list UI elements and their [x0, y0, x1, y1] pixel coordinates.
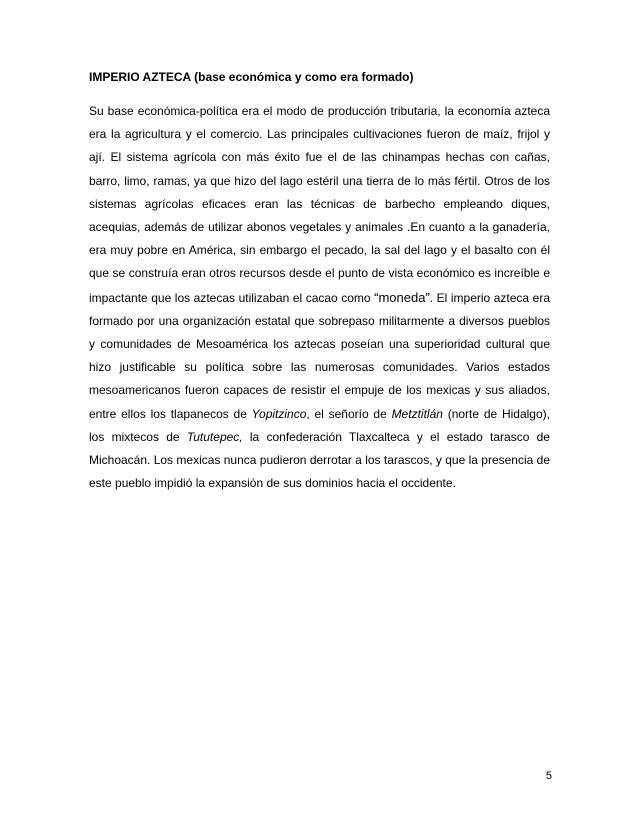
paragraph-text-part-1: Su base económica-política era el modo de producción tributaria, la economía azteca era la agricultura y el comercio. Las principales cultivaciones fueron de maíz, frijol y ají. El sistema agrícola con más éxito fue el de las chinampas hechas con cañas, barro, limo, ramas, ya que hizo del lago estéril una tierra de lo más fértil. Otros de los sistemas agrícolas eficaces eran las técnicas de barbecho empleando diques, acequias, además de utilizar abonos vegetales y animales .En cuanto a la ganadería, era muy pobre en América, sin embargo el pecado, la sal del lago y el basalto con él que se construía eran otros recursos desde el punto de vista económico es increíble e impactante que los aztecas utilizaban el cacao como — [89, 104, 550, 305]
paragraph-text-part-5: la confederación Tlaxcalteca y el estado tarasco de Michoacán. Los mexicas nunca pudieron derrotar a los tarascos, y que la presencia de este pueblo impidió la expansión de sus dominios hacia el occidente. — [89, 429, 550, 491]
place-name-metztitlan: Metztitlán — [391, 406, 443, 421]
place-name-tututepec: Tututepec, — [186, 429, 243, 444]
paragraph-text-part-4: (norte de Hidalgo), los mixtecos de — [89, 406, 550, 444]
body-paragraph — [89, 100, 550, 495]
section-title: IMPERIO AZTECA (base económica y como era formado) — [89, 70, 414, 84]
page-number: 5 — [545, 770, 552, 782]
paragraph-text-part-2: . El imperio azteca era formado por una organización estatal que sobrepaso militarmente a diversos pueblos y comunidades de Mesoamérica los aztecas poseían una superioridad cultural que hizo justificable su política sobre las numerosas comunidades. Varios estados mesoamericanos fueron capaces de resistir el empuje de los mexicas y sus aliados, entre ellos los tlapanecos de — [89, 290, 550, 421]
place-name-yopitzinco: Yopitzinco — [251, 406, 307, 421]
paragraph-text-part-3: , el señorío de — [306, 406, 392, 421]
quoted-word-moneda: “moneda” — [374, 289, 430, 305]
